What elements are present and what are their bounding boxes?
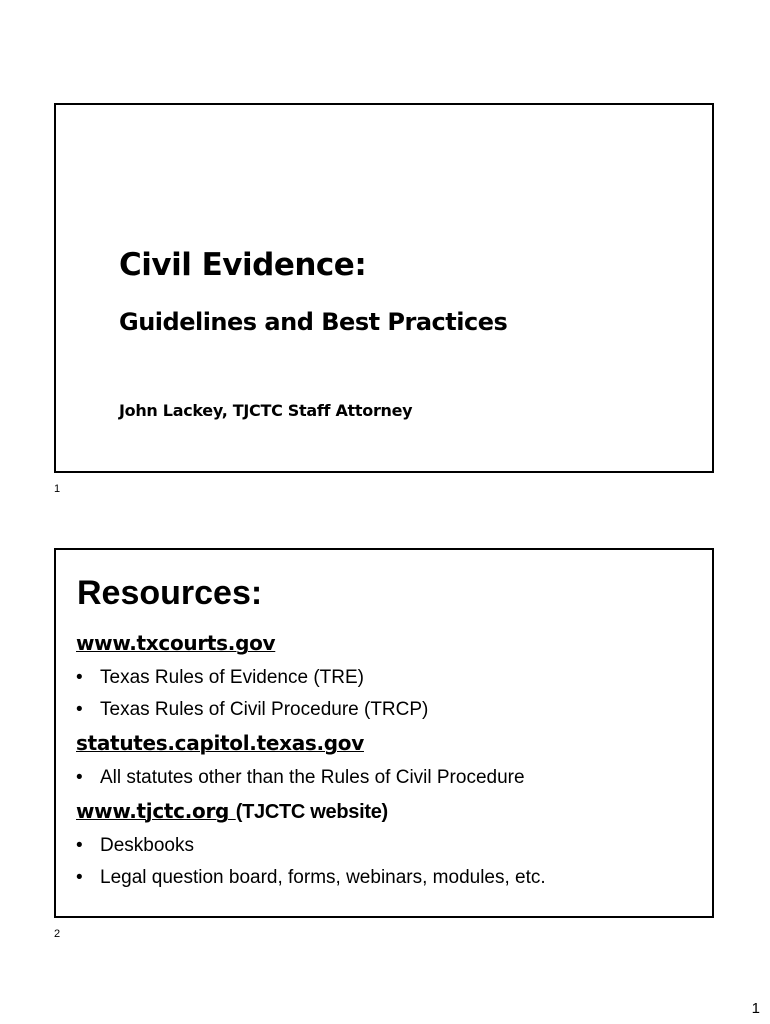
slide-number: 1: [54, 483, 61, 495]
resource-heading: [76, 730, 696, 756]
resources-title: Resources:: [77, 574, 263, 612]
list-item: • Texas Rules of Civil Procedure (TRCP): [76, 694, 696, 726]
resource-link-tjctc[interactable]: www.tjctc.org: [76, 799, 236, 823]
slide-title: Civil Evidence:: [119, 247, 367, 283]
list-item: • All statutes other than the Rules of Civil Procedure: [76, 762, 696, 794]
slide-1: [54, 103, 714, 473]
bullet-list: [76, 662, 696, 726]
bullet-list: [76, 830, 696, 894]
resource-link-statutes[interactable]: statutes.capitol.texas.gov: [76, 731, 364, 755]
slide-number: 2: [54, 928, 61, 940]
resources-body: [76, 630, 696, 898]
resource-heading: [76, 798, 696, 824]
bullet-list: [76, 762, 696, 794]
resource-suffix: (TJCTC website): [235, 801, 388, 823]
list-item: • Legal question board, forms, webinars, modules, etc.: [76, 862, 696, 894]
slide-2: [54, 548, 714, 918]
list-item: • Deskbooks: [76, 830, 696, 862]
list-item: • Texas Rules of Evidence (TRE): [76, 662, 696, 694]
resource-heading: [76, 630, 696, 656]
page-number: 1: [751, 1000, 760, 1017]
slide-subtitle: Guidelines and Best Practices: [119, 308, 508, 336]
resource-link-txcourts[interactable]: www.txcourts.gov: [76, 631, 276, 655]
slide-author: John Lackey, TJCTC Staff Attorney: [119, 401, 413, 420]
